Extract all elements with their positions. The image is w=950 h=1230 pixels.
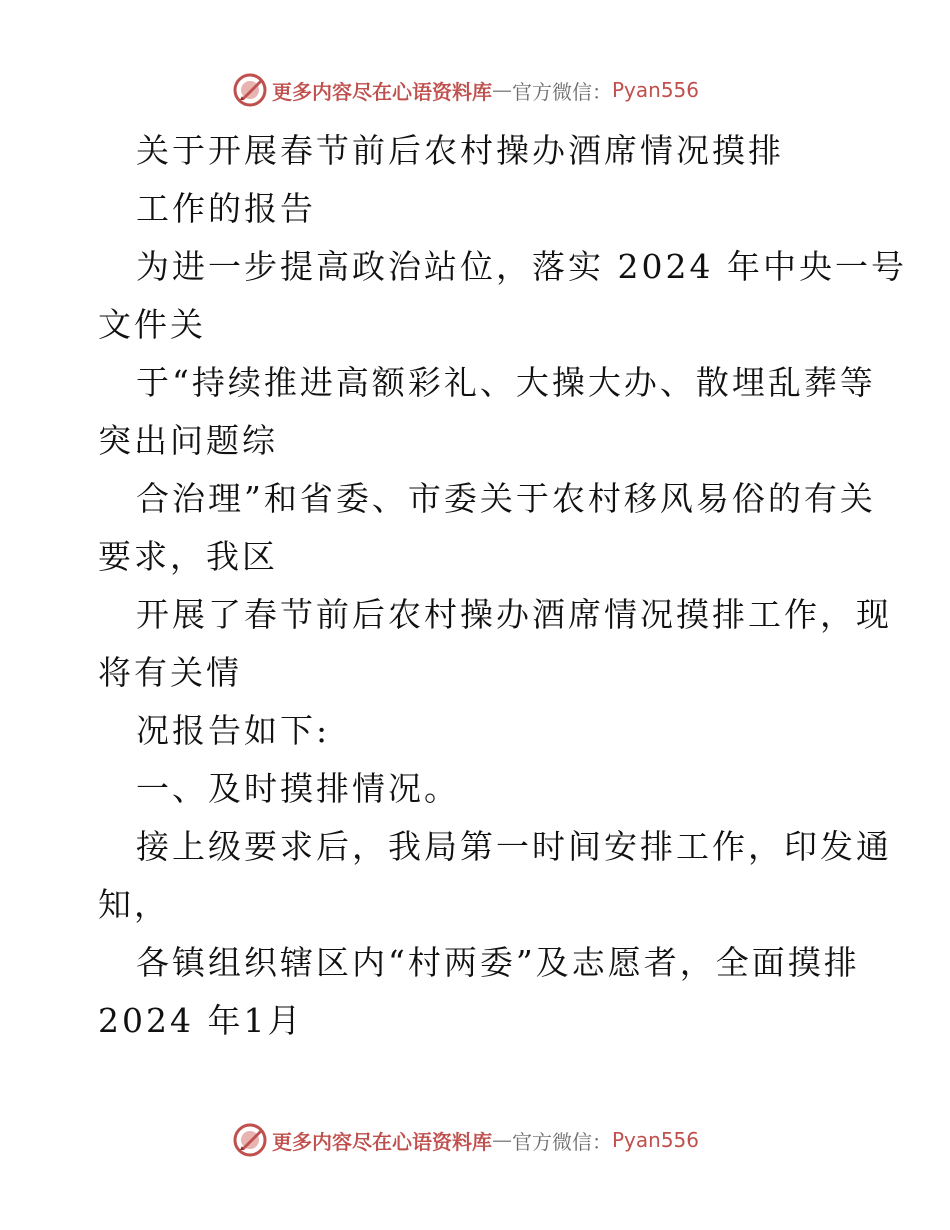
doc-paragraph-line: 突出问题综 <box>98 421 278 460</box>
watermark-label: 官方微信： <box>512 1129 612 1154</box>
watermark-dash: — <box>492 1128 512 1152</box>
doc-paragraph-line: 2024 年1月 <box>98 1001 304 1040</box>
doc-paragraph-line: 各镇组织辖区内“村两委”及志愿者，全面摸排 <box>136 943 860 982</box>
footer-watermark <box>232 1120 699 1160</box>
doc-title-line-2: 工作的报告 <box>136 189 316 228</box>
watermark-id: Pyan556 <box>612 78 700 102</box>
watermark-id: Pyan556 <box>612 1128 700 1152</box>
watermark-text: 更多内容尽在心语资料库 <box>272 1129 492 1154</box>
doc-section-heading: 一、及时摸排情况。 <box>136 769 460 808</box>
doc-paragraph-line: 为进一步提高政治站位，落实 2024 年中央一号 <box>136 247 907 286</box>
doc-paragraph-line: 于“持续推进高额彩礼、大操大办、散埋乱葬等 <box>136 363 876 402</box>
doc-paragraph-line: 合治理”和省委、市委关于农村移风易俗的有关 <box>136 479 876 518</box>
logo-icon <box>232 1122 268 1158</box>
doc-paragraph-line: 接上级要求后，我局第一时间安排工作，印发通 <box>136 827 892 866</box>
doc-paragraph-line: 将有关情 <box>98 653 242 692</box>
doc-paragraph-line: 开展了春节前后农村操办酒席情况摸排工作，现 <box>136 595 892 634</box>
doc-paragraph-line: 文件关 <box>98 305 206 344</box>
logo-icon <box>232 72 268 108</box>
watermark-dash: — <box>492 78 512 102</box>
watermark-text: 更多内容尽在心语资料库 <box>272 79 492 104</box>
document-body <box>98 122 907 1050</box>
header-watermark <box>232 70 699 110</box>
doc-paragraph-line: 要求，我区 <box>98 537 278 576</box>
doc-title-line-1: 关于开展春节前后农村操办酒席情况摸排 <box>136 131 784 170</box>
watermark-label: 官方微信： <box>512 79 612 104</box>
doc-paragraph-line: 况报告如下: <box>136 711 331 750</box>
doc-paragraph-line: 知， <box>98 885 170 924</box>
